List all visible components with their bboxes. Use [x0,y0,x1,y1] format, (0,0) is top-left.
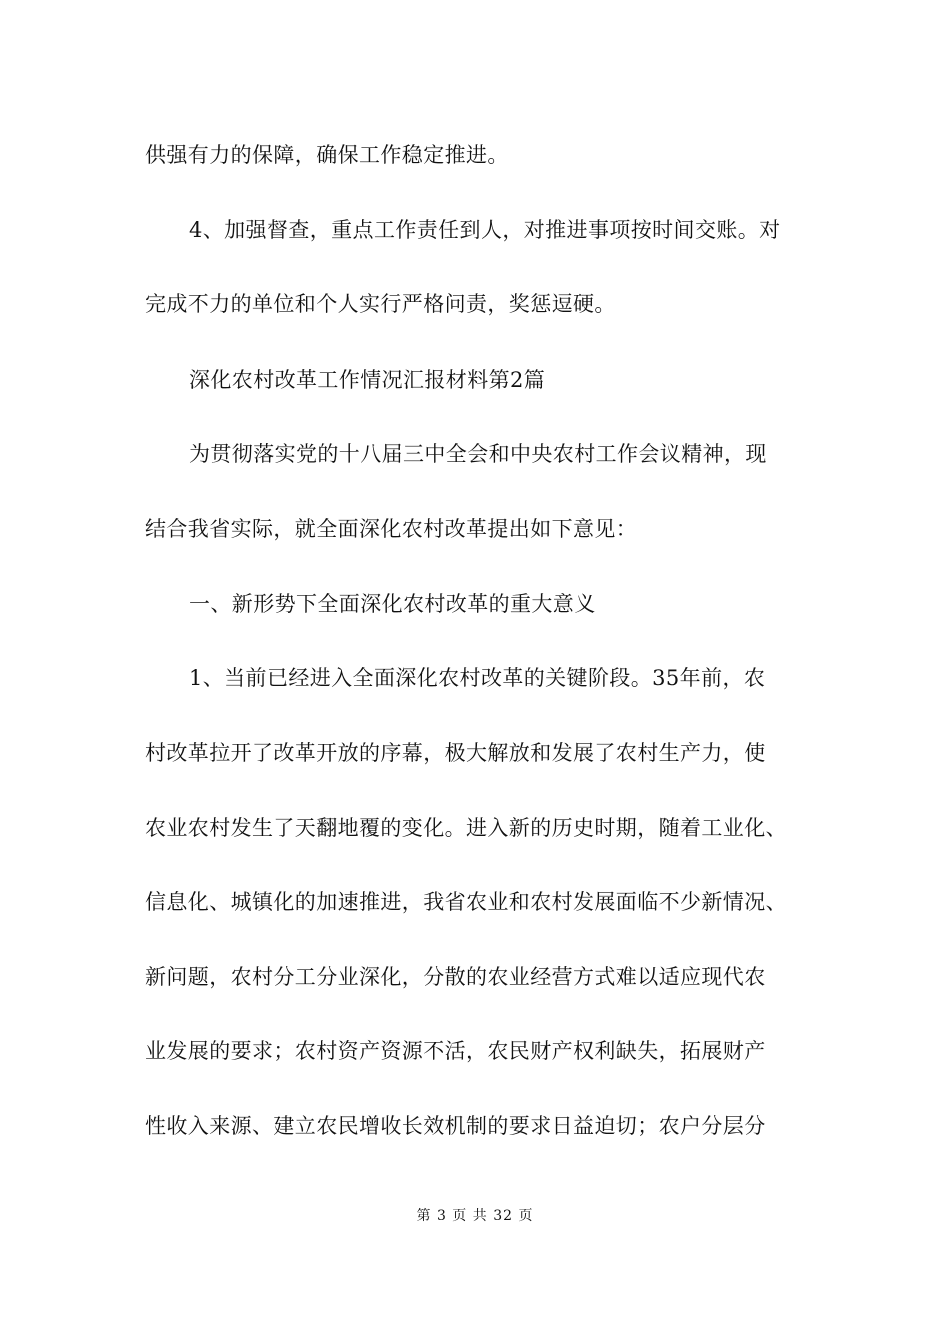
text-line: 信息化、城镇化的加速推进，我省农业和农村发展面临不少新情况、 [145,890,787,914]
text-line: 1、当前已经进入全面深化农村改革的关键阶段。35年前，农 [189,666,766,690]
section-heading: 深化农村改革工作情况汇报材料第2篇 [189,368,546,392]
page-number-footer: 第 3 页 共 32 页 [416,1208,534,1224]
text-line: 性收入来源、建立农民增收长效机制的要求日益迫切；农户分层分 [145,1114,766,1138]
text-line: 供强有力的保障，确保工作稳定推进。 [145,143,509,167]
text-line: 为贯彻落实党的十八届三中全会和中央农村工作会议精神，现 [189,442,767,466]
text-line: 村改革拉开了改革开放的序幕，极大解放和发展了农村生产力，使 [145,741,766,765]
text-line: 结合我省实际，就全面深化农村改革提出如下意见： [145,517,638,541]
text-line: 新问题，农村分工分业深化，分散的农业经营方式难以适应现代农 [145,965,766,989]
text-line: 完成不力的单位和个人实行严格问责，奖惩逗硬。 [145,292,616,316]
text-line: 业发展的要求；农村资产资源不活，农民财产权利缺失，拓展财产 [145,1039,766,1063]
section-heading: 一、新形势下全面深化农村改革的重大意义 [189,592,596,616]
text-line: 4、加强督查，重点工作责任到人，对推进事项按时间交账。对 [189,218,781,242]
text-line: 农业农村发生了天翻地覆的变化。进入新的历史时期，随着工业化、 [145,816,787,840]
